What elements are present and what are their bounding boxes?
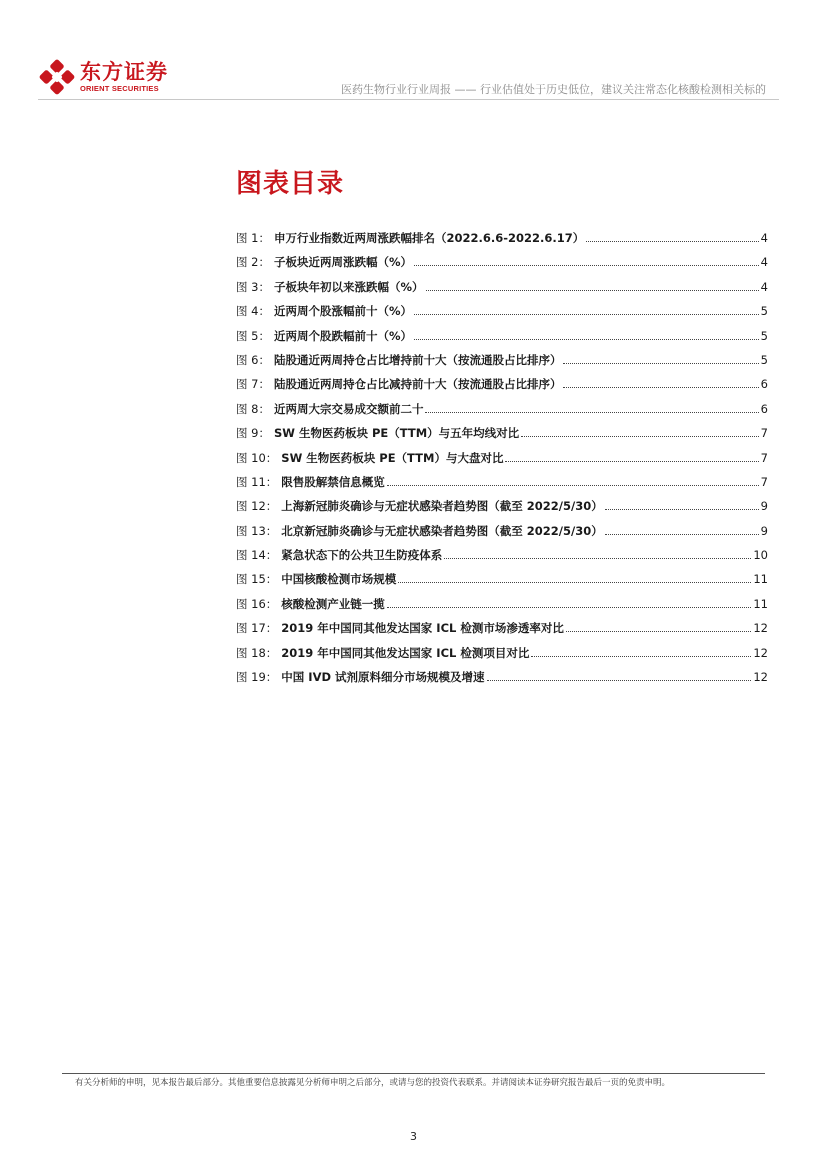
toc-entry-label: 图 8： <box>236 401 270 416</box>
footer-divider <box>62 1073 765 1074</box>
toc-dot-leader <box>398 573 751 583</box>
logo-english-name: ORIENT SECURITIES <box>80 84 159 93</box>
toc-entry-title[interactable]: 限售股解禁信息概览 <box>281 474 385 489</box>
toc-entry-page[interactable]: 5 <box>760 352 768 367</box>
toc-dot-leader <box>586 232 758 242</box>
toc-entry[interactable] <box>236 230 768 254</box>
toc-entry[interactable] <box>236 523 768 547</box>
toc-entry-title[interactable]: 上海新冠肺炎确诊与无症状感染者趋势图（截至 2022/5/30） <box>281 499 603 514</box>
toc-entry-title[interactable]: SW 生物医药板块 PE（TTM）与五年均线对比 <box>273 426 520 441</box>
toc-entry[interactable] <box>236 620 768 644</box>
toc-entry-title[interactable]: 2019 年中国同其他发达国家 ICL 检测项目对比 <box>281 645 530 660</box>
toc-dot-leader <box>414 305 759 315</box>
toc-entry-title[interactable]: 申万行业指数近两周涨跌幅排名（2022.6.6-2022.6.17） <box>273 231 585 245</box>
toc-entry-title[interactable]: 中国 IVD 试剂原料细分市场规模及增速 <box>281 670 485 685</box>
toc-entry-title[interactable]: SW 生物医药板块 PE（TTM）与大盘对比 <box>281 450 504 465</box>
toc-entry-label: 图 2： <box>236 255 270 270</box>
toc-entry[interactable] <box>236 279 768 303</box>
toc-entry-title[interactable]: 核酸检测产业链一揽 <box>281 596 385 611</box>
toc-entry-page[interactable]: 12 <box>753 670 768 685</box>
figure-table-of-contents <box>236 230 768 693</box>
toc-entry-page[interactable]: 10 <box>753 548 768 563</box>
toc-entry-page[interactable]: 6 <box>760 377 768 392</box>
toc-entry-page[interactable]: 5 <box>760 328 768 343</box>
toc-dot-leader <box>444 549 751 559</box>
toc-entry-page[interactable]: 12 <box>753 645 768 660</box>
toc-entry-title[interactable]: 北京新冠肺炎确诊与无症状感染者趋势图（截至 2022/5/30） <box>281 523 603 538</box>
toc-entry[interactable] <box>236 547 768 571</box>
toc-dot-leader <box>531 647 751 657</box>
toc-entry-label: 图 11： <box>236 474 278 489</box>
toc-entry-title[interactable]: 近两周大宗交易成交额前二十 <box>273 401 424 416</box>
toc-entry[interactable] <box>236 474 768 498</box>
toc-entry-title[interactable]: 陆股通近两周持仓占比增持前十大（按流通股占比排序） <box>273 352 562 367</box>
toc-entry[interactable] <box>236 669 768 693</box>
toc-entry-title[interactable]: 紧急状态下的公共卫生防疫体系 <box>281 548 443 563</box>
toc-entry-page[interactable]: 6 <box>760 401 768 416</box>
toc-dot-leader <box>563 378 758 388</box>
toc-entry[interactable] <box>236 645 768 669</box>
toc-entry-page[interactable]: 9 <box>760 523 768 538</box>
toc-entry-label: 图 3： <box>236 279 270 294</box>
orient-securities-logo-mark-icon <box>38 58 76 96</box>
toc-entry-label: 图 19： <box>236 670 278 685</box>
toc-entry-page[interactable]: 7 <box>760 474 768 489</box>
logo-chinese-name: 东方证券 <box>80 60 168 84</box>
toc-dot-leader <box>487 671 752 681</box>
toc-entry-page[interactable]: 4 <box>760 231 768 245</box>
toc-entry-label: 图 5： <box>236 328 270 343</box>
toc-entry[interactable] <box>236 352 768 376</box>
toc-entry-label: 图 13： <box>236 523 278 538</box>
toc-entry[interactable] <box>236 450 768 474</box>
toc-entry[interactable] <box>236 303 768 327</box>
footer-disclaimer: 有关分析师的申明，见本报告最后部分。其他重要信息披露见分析师申明之后部分，或请与您的投资代表联系。并请阅读本证券研究报告最后一页的免责申明。 <box>75 1078 671 1088</box>
header-divider <box>38 99 779 100</box>
toc-entry[interactable] <box>236 498 768 522</box>
toc-entry-label: 图 10： <box>236 450 278 465</box>
toc-entry-title[interactable]: 陆股通近两周持仓占比减持前十大（按流通股占比排序） <box>273 377 562 392</box>
toc-entry-label: 图 9： <box>236 426 270 441</box>
toc-entry-page[interactable]: 12 <box>753 621 768 636</box>
toc-entry-label: 图 16： <box>236 596 278 611</box>
toc-entry-title[interactable]: 2019 年中国同其他发达国家 ICL 检测市场渗透率对比 <box>281 621 564 636</box>
toc-dot-leader <box>566 622 752 632</box>
toc-dot-leader <box>426 281 759 291</box>
toc-dot-leader <box>387 598 752 608</box>
toc-entry[interactable] <box>236 376 768 400</box>
toc-entry-label: 图 15： <box>236 572 278 587</box>
toc-entry-page[interactable]: 7 <box>760 426 768 441</box>
toc-entry-label: 图 12： <box>236 499 278 514</box>
toc-entry-page[interactable]: 4 <box>760 255 768 270</box>
toc-entry-page[interactable]: 9 <box>760 499 768 514</box>
toc-entry-title[interactable]: 中国核酸检测市场规模 <box>281 572 397 587</box>
company-logo <box>38 58 198 98</box>
toc-entry[interactable] <box>236 328 768 352</box>
report-header-title: 医药生物行业行业周报 —— 行业估值处于历史低位，建议关注常态化核酸检测相关标的 <box>341 83 766 96</box>
toc-entry[interactable] <box>236 596 768 620</box>
toc-entry-label: 图 1： <box>236 231 270 245</box>
toc-entry-page[interactable]: 11 <box>753 572 768 587</box>
toc-entry-label: 图 7： <box>236 377 270 392</box>
toc-dot-leader <box>605 525 759 535</box>
toc-entry-title[interactable]: 子板块年初以来涨跌幅（%） <box>273 279 424 294</box>
toc-dot-leader <box>425 403 758 413</box>
toc-entry-page[interactable]: 4 <box>760 279 768 294</box>
toc-entry-page[interactable]: 5 <box>760 304 768 319</box>
toc-dot-leader <box>414 330 759 340</box>
toc-entry[interactable] <box>236 571 768 595</box>
toc-dot-leader <box>521 427 759 437</box>
toc-entry-title[interactable]: 子板块近两周涨跌幅（%） <box>273 255 413 270</box>
toc-dot-leader <box>505 452 758 462</box>
toc-entry-page[interactable]: 11 <box>753 596 768 611</box>
toc-dot-leader <box>605 500 759 510</box>
toc-entry-label: 图 14： <box>236 548 278 563</box>
toc-dot-leader <box>387 476 759 486</box>
page-number: 3 <box>410 1130 417 1143</box>
toc-entry[interactable] <box>236 254 768 278</box>
toc-heading: 图表目录 <box>236 169 345 199</box>
toc-entry-label: 图 6： <box>236 352 270 367</box>
toc-entry-label: 图 18： <box>236 645 278 660</box>
toc-entry-label: 图 17： <box>236 621 278 636</box>
toc-entry-label: 图 4： <box>236 304 270 319</box>
toc-entry-title[interactable]: 近两周个股跌幅前十（%） <box>273 328 413 343</box>
toc-dot-leader <box>563 354 758 364</box>
toc-entry-page[interactable]: 7 <box>760 450 768 465</box>
toc-entry[interactable] <box>236 425 768 449</box>
toc-dot-leader <box>414 256 759 266</box>
toc-entry-title[interactable]: 近两周个股涨幅前十（%） <box>273 304 413 319</box>
toc-entry[interactable] <box>236 401 768 425</box>
